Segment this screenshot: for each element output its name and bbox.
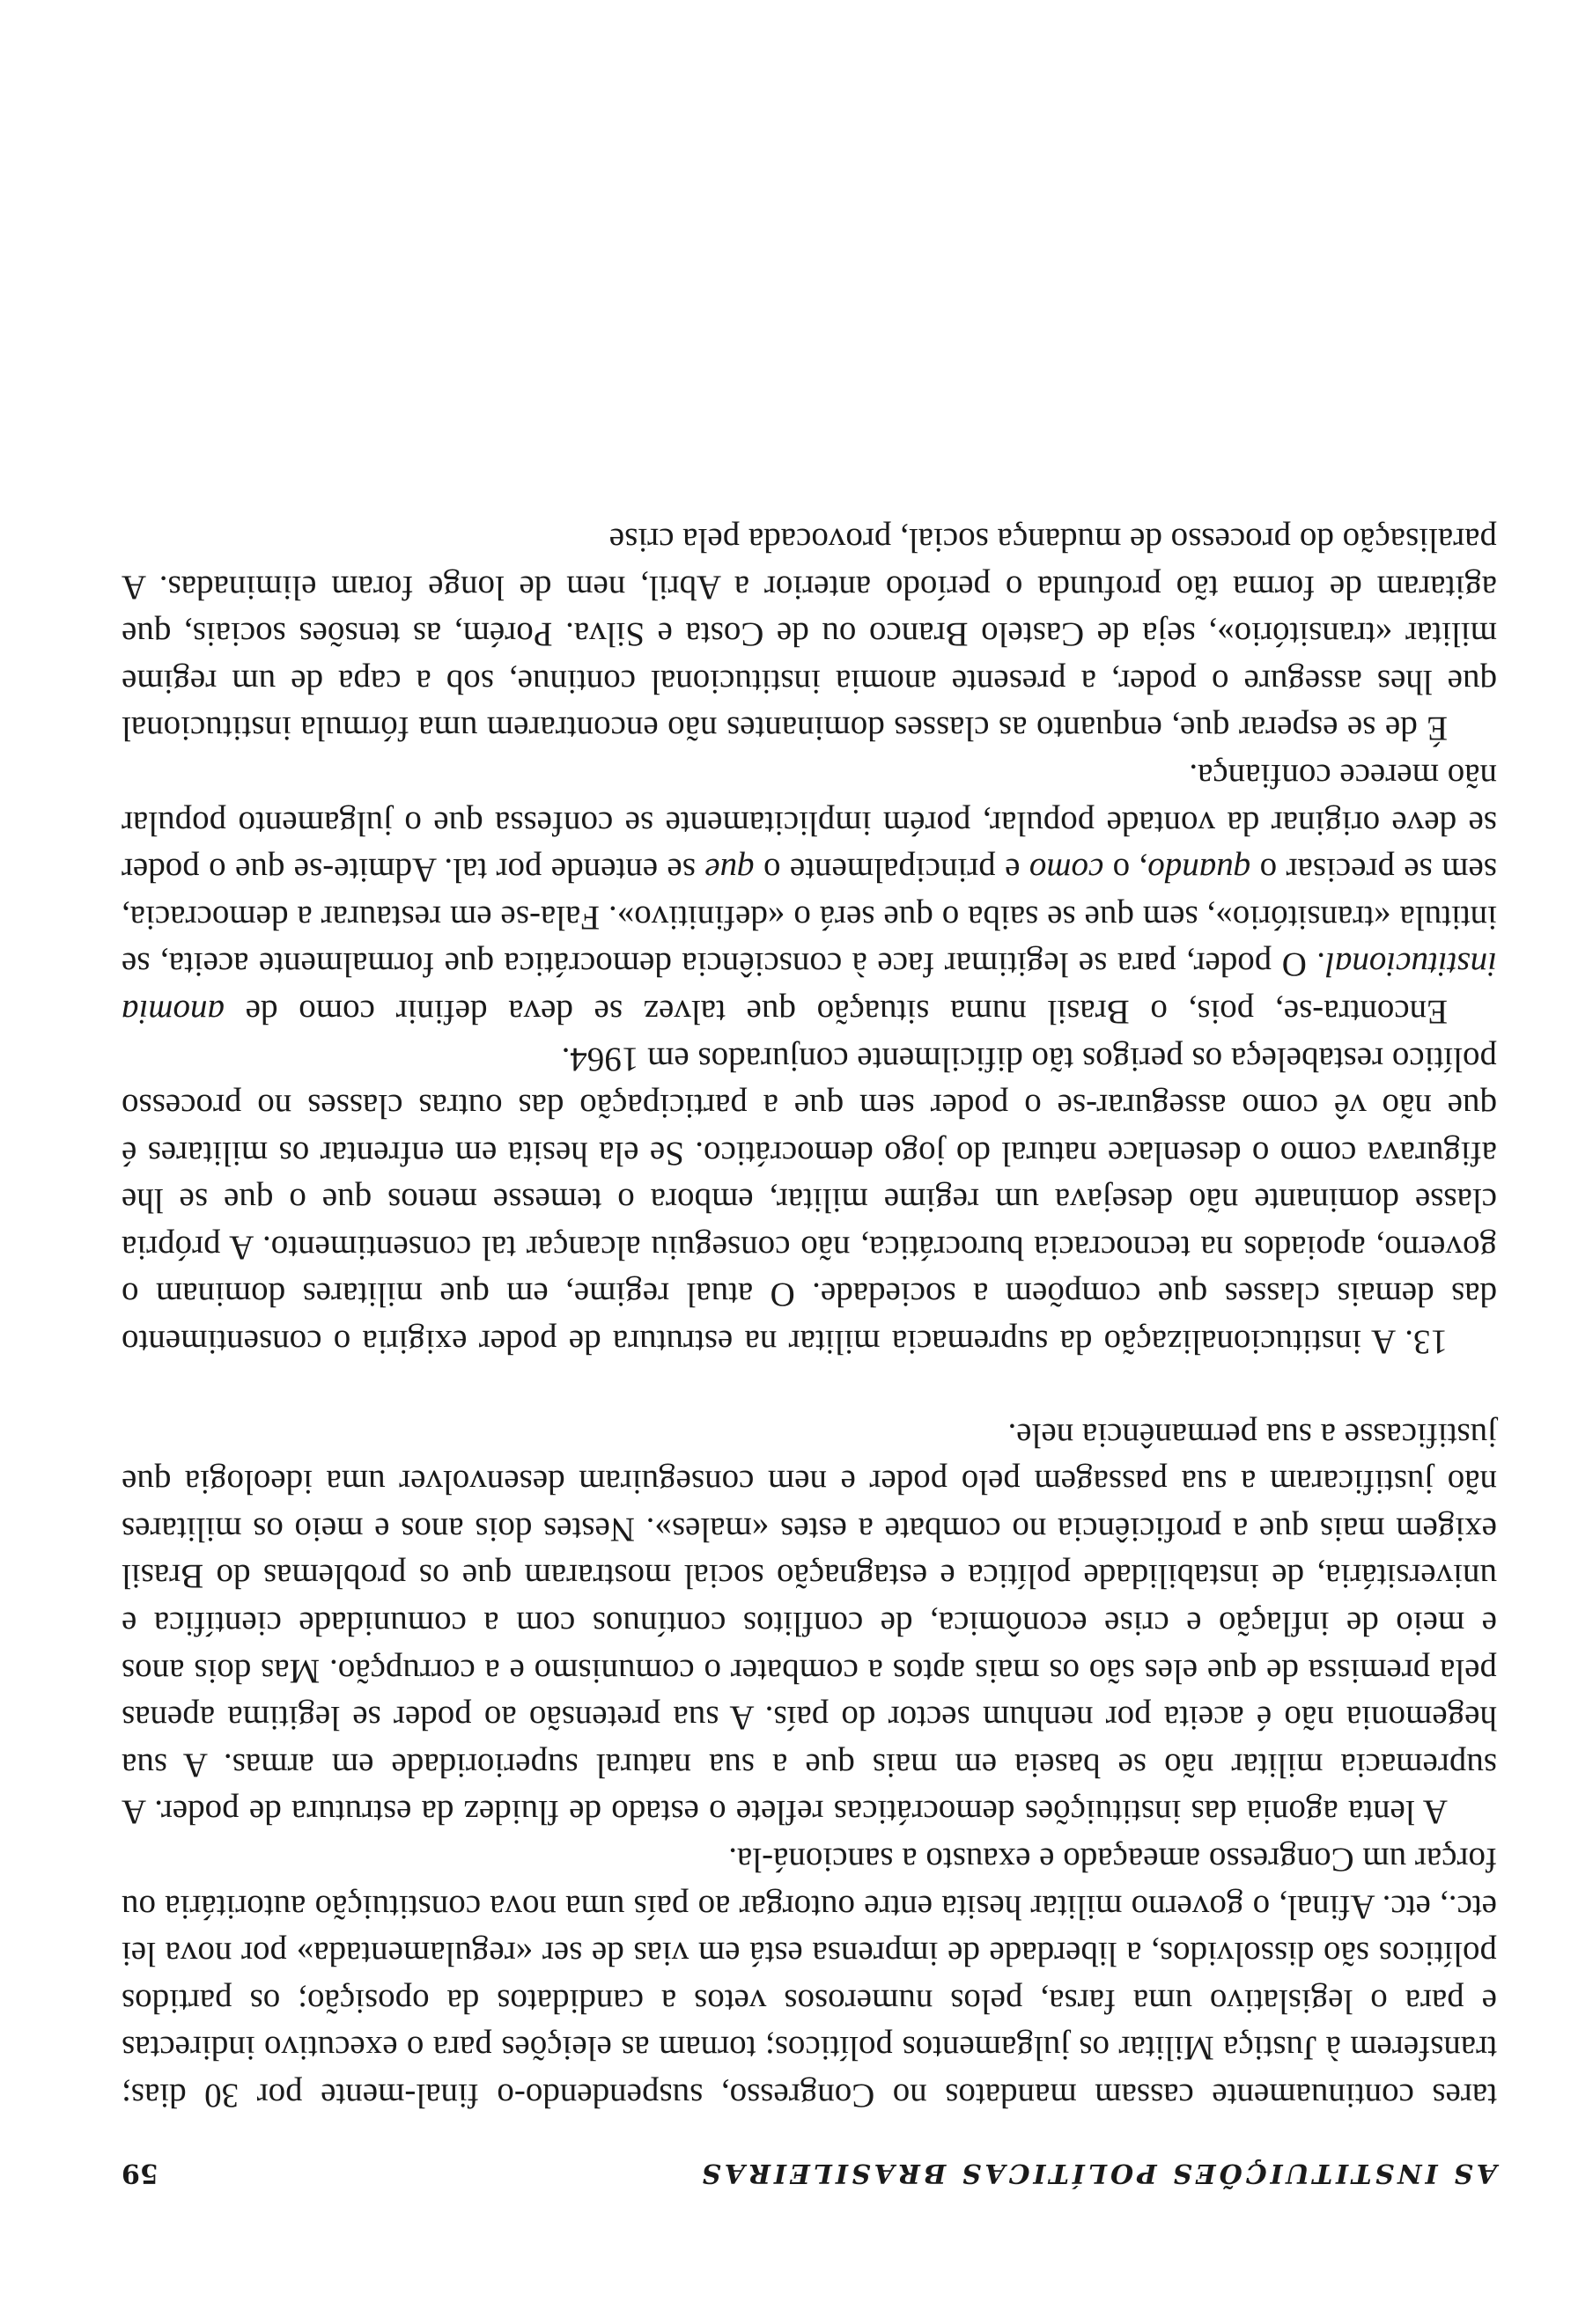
paragraph-5: É de se esperar que, enquanto as classes dominantes não encontrarem uma fórmula institucional que lhes assegure o poder, a presente anomia institucional continue, sob a capa de um regime militar «transitório», seja de Castelo Branco ou de Costa e Silva. Porém, as tensões sociais, que agitaram de forma tão profunda o período anterior a Abril, nem de longe foram eliminadas. A paralisação do processo de mudança social, provocada pela crise [122,521,1497,748]
paragraph-2: A lenta agonia das instituições democráticas reflete o estado de fluidez da estrutura de poder. A supremacia militar não se baseia em mais que a sua natural superioridade em armas. A sua hegemonia não é aceita por nenhum sector do país. A sua pretensão ao poder se legitima apenas pela premissa de que eles são os mais aptos a combater o comunismo e a corrupção. Mas dois anos e meio de inflação e crise econômica, de conflitos contínuos com a comunidade científica e universitária, de instabilidade política e estagnação social mostraram que os problemas do Brasil exigem mais que a proficiência no combate a estes «males». Nestes dois anos e meio os militares não justificaram a sua passagem pelo poder e nem conseguiram desenvolver uma ideologia que justificasse a sua permanência nele. [122,1416,1497,1832]
page-content [122,516,1497,2188]
section-13-text: A institucionalização da supremacia militar na estrutura de poder exigiria o consentimento das demais classes que compõem a sociedade. O atual regime, em que militares dominam o governo, apoiados na tecnocracia burocrática, não conseguiu alcançar tal consentimento. A própria classe dominante não desejava um regime militar, embora o temesse menos que o que se lhe afigurava como o desenlace natural do jogo democrático. Se ela hesita em enfrentar os militares é que não vê como assegurar-se o poder sem que a participação das outras classes no processo político restabeleça os perigos tão dificilmente conjurados em 1964. [122,1040,1497,1362]
p4-emphasis-anomia: anomia institucional [122,945,1497,1031]
p4-emphasis-que: que [704,851,755,890]
p4-text-e: , o [1103,851,1148,890]
p4-text-g: e principalmente o [754,851,1029,890]
paragraph-1: tares continuamente cassam mandatos no Congresso, suspendendo-o final-mente por 30 dias; transferem à Justiça Militar os julgamentos políticos; tornam as eleições para o executivo indirectas e para o legislativo uma farsa, pelos numerosos vetos a candidatos da oposição; os partidos políticos são dissolvidos, a liberdade de imprensa está em vias de ser «regulamentada» por nova lei etc., etc. Afinal, o governo militar hesita entre outorgar ao país uma nova constituição autoritária ou forçar um Congresso ameaçado e exausto a sancioná-la. [122,1841,1497,2114]
paragraph-4 [122,752,1497,1035]
p4-text-c: . O poder, para se legitimar face à consciência democrática que formalmente aceita, se intitula «transitório», sem que se saiba o que será o «definitivo». Fala-se em restaurar a democracia, sem se precisar o [122,851,1497,984]
body-text [122,516,1497,2119]
p4-text-i: se entende por tal. Admite-se que o poder se deve originar da vontade popular, porém implicitamente se confessa que o julgamento popular não merece confiança. [122,756,1497,890]
p4-emphasis-quando: quando [1147,851,1251,890]
running-title: AS INSTITUIÇÕES POLÍTICAS BRASILEIRAS [698,2158,1497,2188]
p4-text-a: Encontra-se, pois, o Brasil numa situação que talvez se deva definir como de [225,992,1448,1031]
section-number: 13. [1405,1323,1448,1362]
paragraph-section-13 [122,1035,1497,1365]
page-number: 59 [122,2158,159,2188]
p4-emphasis-como: como [1029,851,1104,890]
running-head [122,2158,1497,2188]
